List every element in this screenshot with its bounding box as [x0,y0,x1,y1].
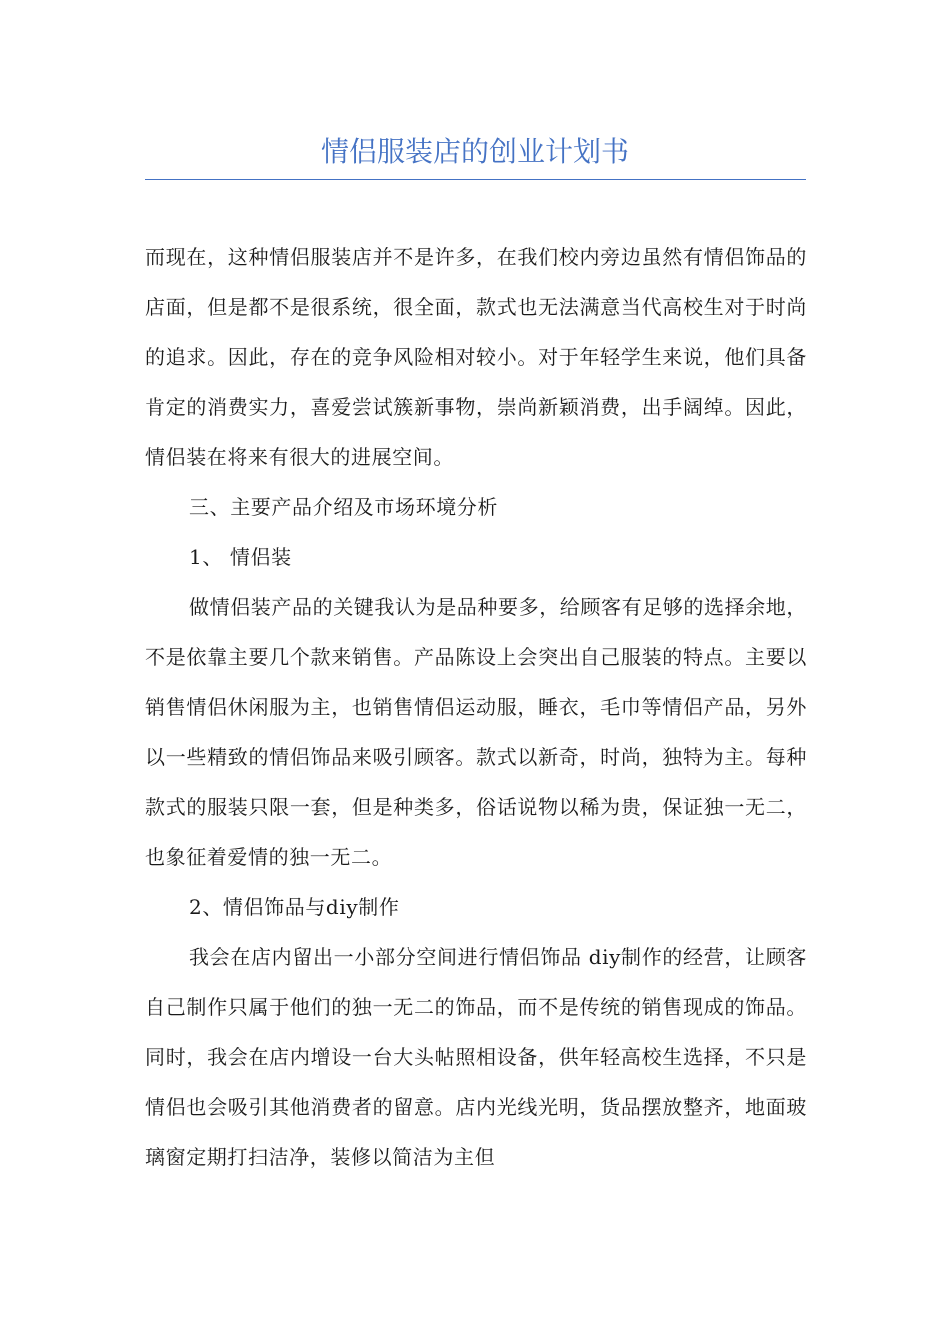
document-title: 情侣服装店的创业计划书 [320,135,629,168]
paragraph-accessories-diy: 我会在店内留出一小部分空间进行情侣饰品 diy制作的经营，让顾客自己制作只属于他们的独一无二的饰品，而不是传统的销售现成的饰品。同时，我会在店内增设一台大头帖照相设备，供年轻高校生选择，不只是情侣也会吸引其他消费者的留意。店内光线光明，货品摆放整齐，地面玻璃窗定期打扫洁净，装修以简洁为主但 [145,945,807,1169]
section-heading-products: 三、主要产品介绍及市场环境分析 [189,495,498,519]
subheading-couple-clothing: 1、 情侣装 [189,545,292,569]
paragraph-intro: 而现在，这种情侣服装店并不是许多，在我们校内旁边虽然有情侣饰品的店面，但是都不是很系统，很全面，款式也无法满意当代高校生对于时尚的追求。因此，存在的竞争风险相对较小。对于年轻学生来说，他们具备肯定的消费实力，喜爱尝试簇新事物，崇尚新颖消费，出手阔绰。因此，情侣装在将来有很大的进展空间。 [145,245,807,469]
paragraph-couple-clothing: 做情侣装产品的关键我认为是品种要多，给顾客有足够的选择余地，不是依靠主要几个款来销售。产品陈设上会突出自己服装的特点。主要以销售情侣休闲服为主，也销售情侣运动服，睡衣，毛巾等情侣产品，另外以一些精致的情侣饰品来吸引顾客。款式以新奇，时尚，独特为主。每种款式的服装只限一套，但是种类多，俗话说物以稀为贵，保证独一无二，也象征着爱情的独一无二。 [145,595,807,869]
subheading-accessories-diy: 2、情侣饰品与diy制作 [189,895,400,919]
title-underline [145,179,806,180]
document-body [145,232,807,1182]
